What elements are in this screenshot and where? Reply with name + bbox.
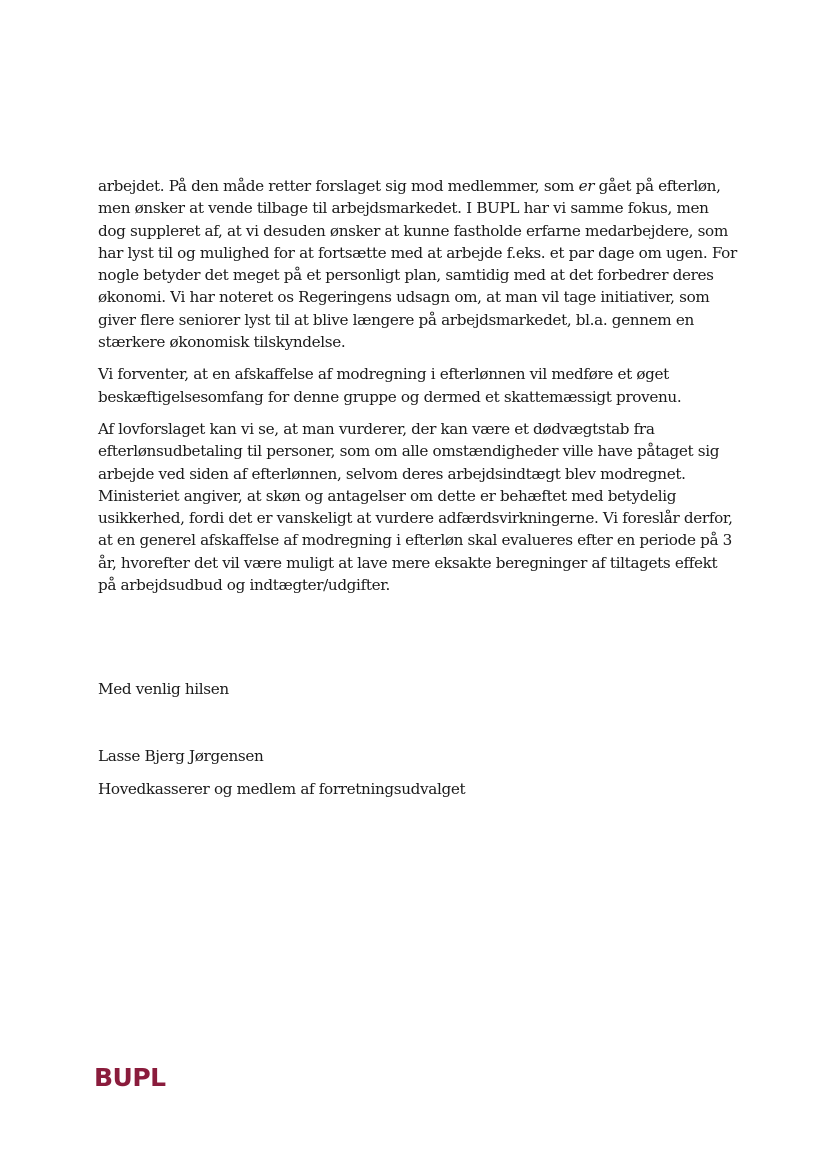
signer-title: Hovedkasserer og medlem af forretningsudvalget: [98, 780, 466, 798]
text-line: år, hvorefter det vil være muligt at lave mere eksakte beregninger af tiltagets effekt: [98, 553, 718, 572]
paragraph-1: [98, 175, 738, 353]
text-line: usikkerhed, fordi det er vanskeligt at vurdere adfærdsvirkningerne. Vi foreslår derfor,: [98, 509, 733, 528]
paragraph-3: [98, 418, 738, 596]
paragraph-2: [98, 363, 738, 408]
text-line: giver flere seniorer lyst til at blive længere på arbejdsmarkedet, bl.a. gennem en: [98, 310, 694, 329]
text-line: stærkere økonomisk tilskyndelse.: [98, 333, 346, 352]
letter-body: [98, 175, 738, 606]
text-line: arbejdet. På den måde retter forslaget sig mod medlemmer, som er gået på efterløn,: [98, 177, 721, 195]
text-line: økonomi. Vi har noteret os Regeringens udsagn om, at man vil tage initiativer, som: [98, 288, 710, 307]
text-line: efterlønsudbetaling til personer, som om alle omstændigheder ville have påtaget sig: [98, 442, 720, 461]
signer-name: Lasse Bjerg Jørgensen: [98, 747, 264, 765]
text-line: Af lovforslaget kan vi se, at man vurderer, der kan være et dødvægtstab fra: [98, 419, 655, 438]
text-line: har lyst til og mulighed for at fortsætte med at arbejde f.eks. et par dage om ugen. For: [98, 243, 737, 262]
text-line: Vi forventer, at en afskaffelse af modregning i efterlønnen vil medføre et øget: [98, 365, 669, 384]
text-line: Ministeriet angiver, at skøn og antagelser om dette er behæftet med betydelig: [98, 486, 677, 505]
text-line: beskæftigelsesomfang for denne gruppe og dermed et skattemæssigt provenu.: [98, 387, 682, 406]
text-line: men ønsker at vende tilbage til arbejdsmarkedet. I BUPL har vi samme fokus, men: [98, 199, 709, 218]
text-line: at en generel afskaffelse af modregning i efterløn skal evalueres efter en periode på 3: [98, 531, 732, 550]
bupl-logo: BUPL: [94, 1063, 166, 1092]
text-line: på arbejdsudbud og indtægter/udgifter.: [98, 576, 390, 595]
text-line: dog suppleret af, at vi desuden ønsker at kunne fastholde erfarne medarbejdere, som: [98, 221, 728, 240]
text-line: nogle betyder det meget på et personligt plan, samtidig med at det forbedrer deres: [98, 266, 714, 285]
text-line: arbejde ved siden af efterlønnen, selvom deres arbejdsindtægt blev modregnet.: [98, 464, 686, 483]
closing-greeting: Med venlig hilsen: [98, 680, 229, 698]
